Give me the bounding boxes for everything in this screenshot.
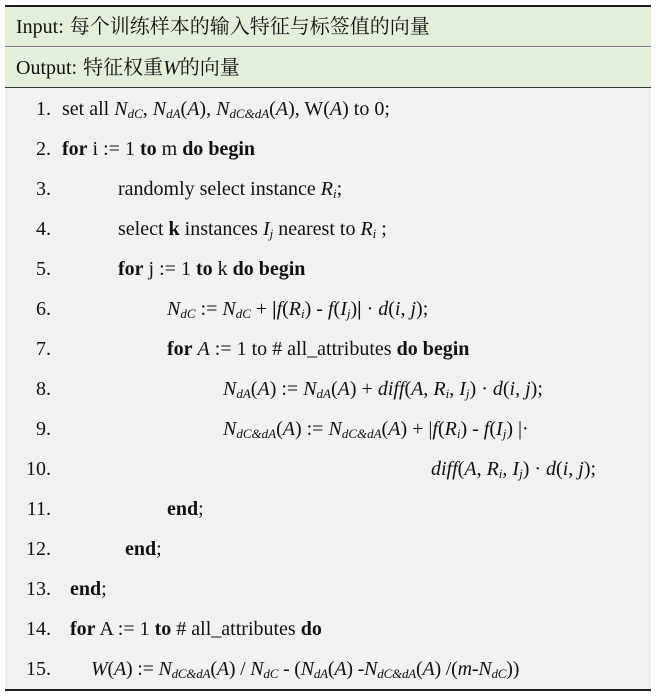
code-line-10 xyxy=(5,453,651,485)
line-number: 1. xyxy=(36,98,51,120)
line-code: $N_{dA}(A)$ := $N_{dA}(A)$ + diff(A, $R_i$, $I_j) \cdot d(i$, j); xyxy=(223,378,543,401)
code-line-15 xyxy=(5,653,651,685)
code-line-9 xyxy=(5,413,651,445)
output-label: Output: xyxy=(16,57,78,79)
line-number: 5. xyxy=(36,258,51,280)
line-number: 6. xyxy=(36,298,51,320)
code-line-13 xyxy=(5,573,651,605)
line-number: 2. xyxy=(36,138,51,160)
code-line-2 xyxy=(5,133,651,165)
code-line-6 xyxy=(5,293,651,325)
output-description-post: 的向量 xyxy=(179,57,240,79)
line-number: 4. xyxy=(36,218,51,240)
code-line-5 xyxy=(5,253,651,285)
line-code: end; xyxy=(70,578,107,600)
line-code: $N_{dC\&dA}(A)$ := $N_{dC\&dA}(A) + |f(R_i) - f(I_j)$ |· xyxy=(223,418,529,441)
line-code: for j := 1 to k do begin xyxy=(118,258,306,280)
line-number: 15. xyxy=(26,658,51,680)
line-code: diff(A, $R_i$, $I_j) \cdot d(i$, j); xyxy=(431,458,597,481)
line-code: for A := 1 to # all_attributes do xyxy=(70,618,322,640)
algorithm-box xyxy=(5,5,651,691)
line-code: set all $N_{dC}$, $N_{dA}(A)$, $N_{dC\&dA}(A)$, W(A) to 0; xyxy=(62,98,390,121)
line-code: for A := 1 to # all_attributes do begin xyxy=(167,338,470,360)
line-code: for i := 1 to m do begin xyxy=(62,138,255,160)
line-number: 7. xyxy=(36,338,51,360)
output-var: W xyxy=(163,57,180,79)
code-line-12 xyxy=(5,533,651,565)
code-line-4 xyxy=(5,213,651,245)
line-code: end; xyxy=(125,538,162,560)
line-number: 12. xyxy=(26,538,51,560)
code-line-11 xyxy=(5,493,651,525)
code-line-8 xyxy=(5,373,651,405)
code-line-3 xyxy=(5,173,651,205)
line-number: 10. xyxy=(26,458,51,480)
code-line-1 xyxy=(5,93,651,125)
code-line-7 xyxy=(5,333,651,365)
line-number: 9. xyxy=(36,418,51,440)
line-code: select k instances $I_j$ nearest to $R_i$ ; xyxy=(118,218,387,241)
line-number: 13. xyxy=(26,578,51,600)
line-number: 8. xyxy=(36,378,51,400)
input-label: Input: xyxy=(16,16,64,38)
line-number: 11. xyxy=(26,498,51,520)
input-description: 每个训练样本的输入特征与标签值的向量 xyxy=(69,16,430,38)
line-code: $N_{dC}$ := $N_{dC} + |f(R_i) - f(I_j)| \cdot d(i$, j); xyxy=(167,298,429,321)
line-code: randomly select instance $R_i$; xyxy=(118,178,343,201)
line-number: 14. xyxy=(26,618,51,640)
input-row xyxy=(5,7,651,47)
output-row xyxy=(5,48,651,88)
code-line-14 xyxy=(5,613,651,645)
output-description-pre: 特征权重 xyxy=(83,57,164,79)
line-code: W(A) := $N_{dC\&dA}(A) / N_{dC} - (N_{dA}(A)$ $-N_{dC\&dA}(A)$ $/(m-N_{dC})$) xyxy=(91,658,520,681)
line-code: end; xyxy=(167,498,204,520)
line-number: 3. xyxy=(36,178,51,200)
